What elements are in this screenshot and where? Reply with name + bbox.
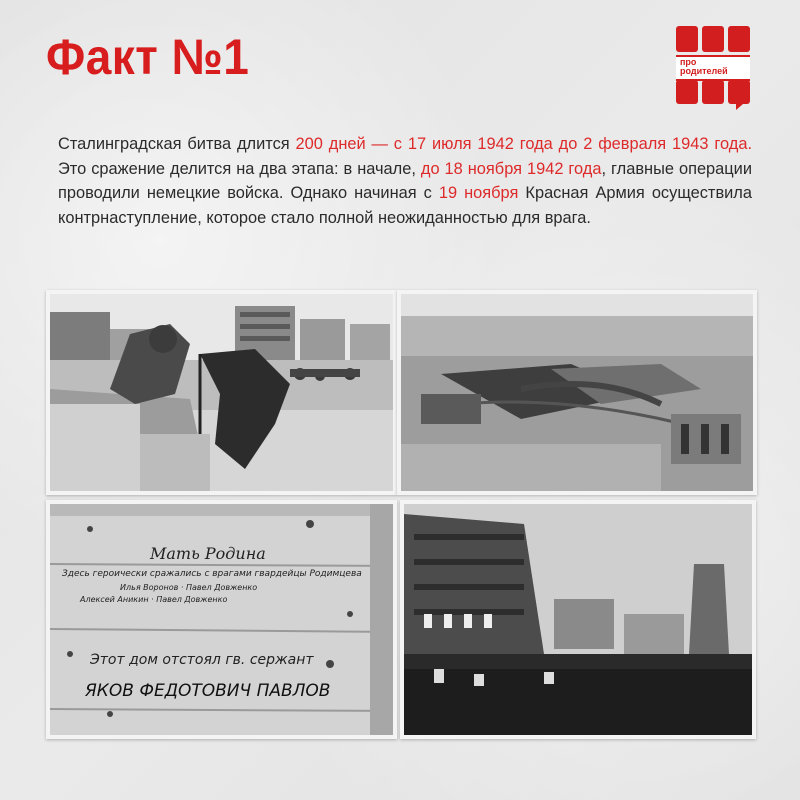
logo-text-roditeley: родителей (680, 66, 728, 76)
paragraph-text: Сталинградская битва длится (58, 135, 296, 153)
inscription-line-5: Этот дом отстоял гв. сержант (90, 652, 314, 668)
inscription-line-1: Мать Родина (150, 544, 266, 563)
victory-rally-photo (400, 500, 756, 739)
inscription-line-2: Здесь героически сражались с врагами гвардейцы Родимцева (62, 569, 362, 579)
fact-paragraph (58, 132, 752, 230)
pro-roditeley-logo (676, 26, 752, 110)
inscription-line-4: Алексей Аникин · Павел Довженко (80, 595, 228, 604)
paragraph-highlight-counteroffensive: 19 ноября (438, 184, 519, 203)
paragraph-text: Красная Армия осуществила контрнаступление, которое стало полной неожиданностью для врага. (58, 184, 752, 227)
flag-over-ruins-photo (46, 290, 397, 495)
inscription-line-3: Илья Воронов · Павел Довженко (120, 583, 258, 592)
paragraph-text: , главные операции проводили немецкие войска. Однако начиная с (58, 159, 752, 203)
pavlov-house-inscription-photo (46, 500, 397, 739)
page-title: Факт №1 (46, 29, 250, 85)
aerial-ruins-photo (397, 290, 757, 495)
paragraph-highlight-dates: 200 дней — с 17 июля 1942 года до 2 февраля 1943 года. (295, 135, 752, 153)
inscription-line-6: ЯКОВ ФЕДОТОВИЧ ПАВЛОВ (85, 681, 331, 701)
paragraph-text: Это сражение делится на два этапа: в начале, (58, 159, 421, 178)
paragraph-highlight-first-stage: до 18 ноября 1942 года (420, 159, 602, 178)
logo-text-pro: про (680, 57, 697, 67)
